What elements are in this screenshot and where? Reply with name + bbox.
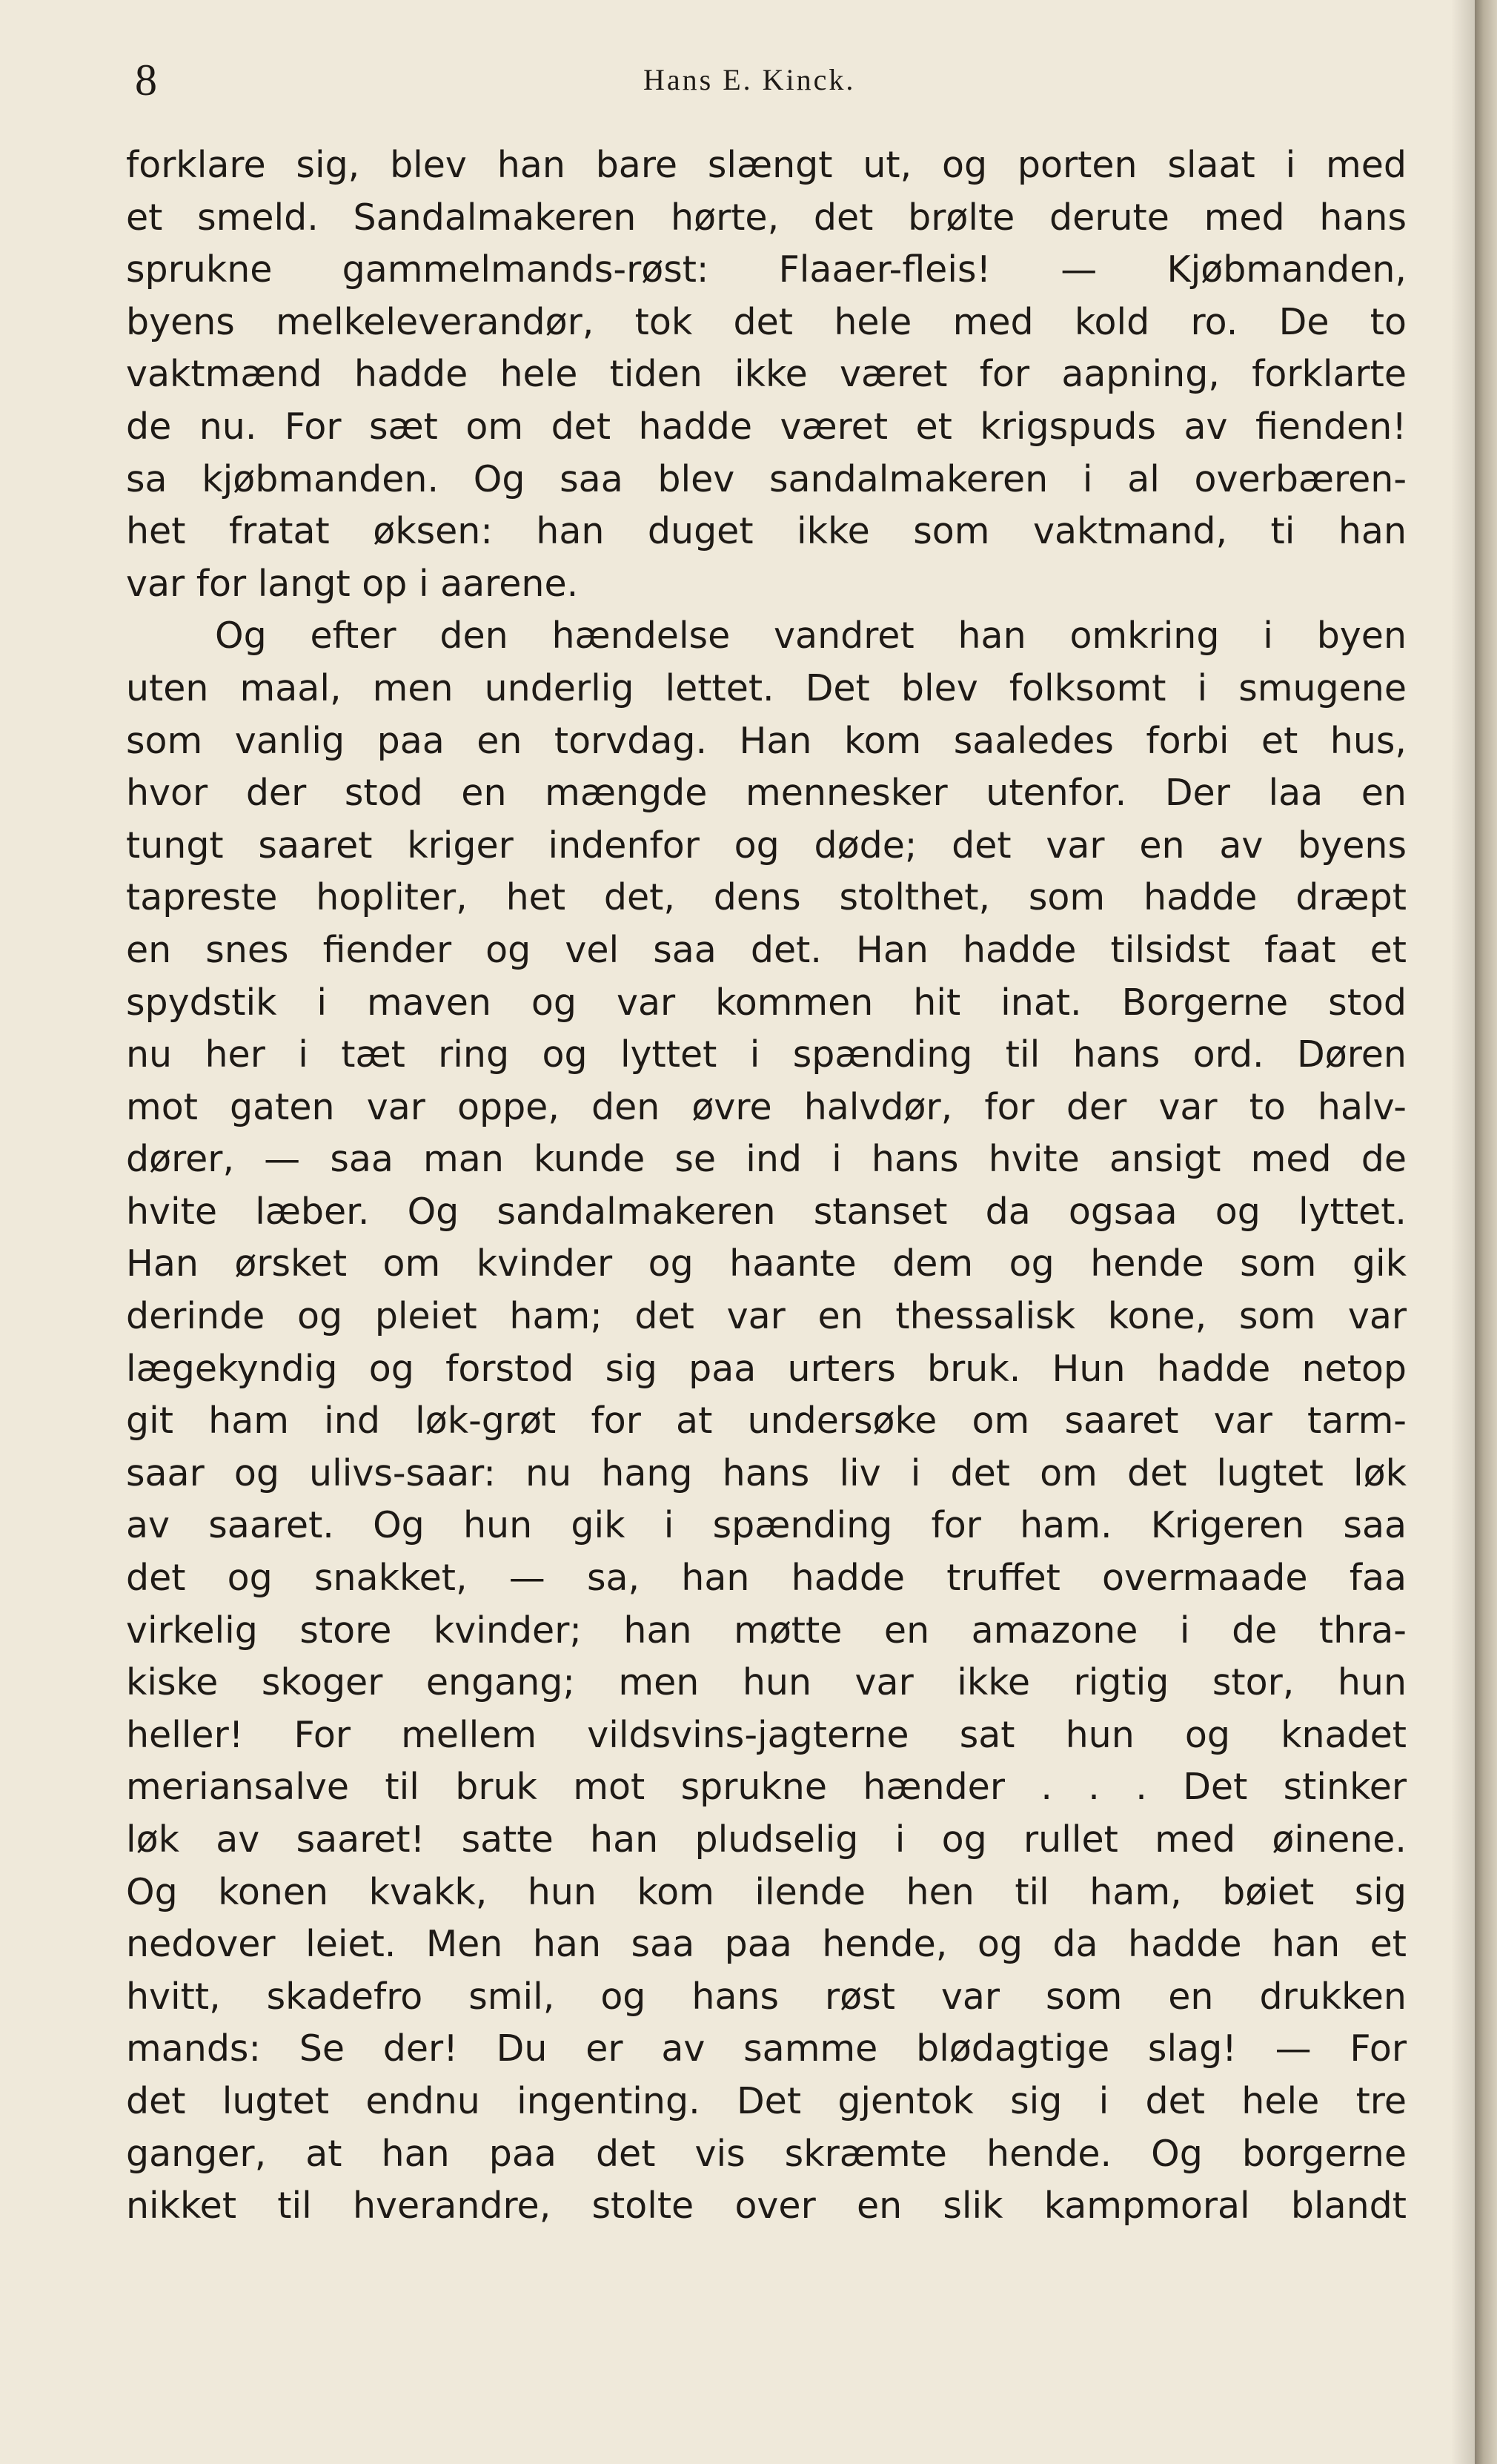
text-line: hvitt, skadefro smil, og hans røst var som en drukken <box>126 1975 1407 2018</box>
text-line: meriansalve til bruk mot sprukne hænder . . . Det stinker <box>126 1766 1407 1809</box>
text-line: nedover leiet. Men han saa paa hende, og da hadde han et <box>126 1923 1407 1966</box>
text-line: saar og ulivs-saar: nu hang hans liv i det om det lugtet løk <box>126 1451 1407 1494</box>
text-line: lægekyndig og forstod sig paa urters bruk. Hun hadde netop <box>126 1347 1407 1390</box>
text-line: heller! For mellem vildsvins-jagterne sat hun og knadet <box>126 1713 1407 1756</box>
text-line: som vanlig paa en torvdag. Han kom saaledes forbi et hus, <box>126 719 1407 762</box>
text-line: mands: Se der! Du er av samme blødagtige slag! — For <box>126 2027 1407 2070</box>
body-text <box>126 139 1407 2233</box>
paragraph <box>126 610 1407 2232</box>
page-header <box>0 50 1475 110</box>
text-line: nu her i tæt ring og lyttet i spænding til hans ord. Døren <box>126 1033 1407 1076</box>
text-line: tungt saaret kriger indenfor og døde; det var en av byens <box>126 824 1407 867</box>
page-edge <box>1475 0 1497 2464</box>
text-line: hvor der stod en mængde mennesker utenfor. Der laa en <box>126 772 1407 815</box>
text-line: Han ørsket om kvinder og haante dem og hende som gik <box>126 1242 1407 1285</box>
text-line: kiske skoger engang; men hun var ikke rigtig stor, hun <box>126 1661 1407 1704</box>
text-line: nikket til hverandre, stolte over en slik kampmoral blandt <box>126 2185 1407 2228</box>
text-line: sa kjøbmanden. Og saa blev sandalmakeren i al overbæren- <box>126 457 1407 500</box>
page-number: 8 <box>135 56 157 105</box>
text-line: forklare sig, blev han bare slængt ut, og porten slaat i med <box>126 144 1407 186</box>
text-line: derinde og pleiet ham; det var en thessalisk kone, som var <box>126 1295 1407 1338</box>
paragraph <box>126 139 1407 610</box>
running-head: Hans E. Kinck. <box>643 63 856 96</box>
text-line: et smeld. Sandalmakeren hørte, det brølte derute med hans <box>126 196 1407 239</box>
text-line: en snes fiender og vel saa det. Han hadde tilsidst faat et <box>126 928 1407 971</box>
text-line: løk av saaret! satte han pludselig i og rullet med øinene. <box>126 1818 1407 1861</box>
text-line: byens melkeleverandør, tok det hele med kold ro. De to <box>126 300 1407 343</box>
text-line: vaktmænd hadde hele tiden ikke været for aapning, forklarte <box>126 353 1407 396</box>
text-line: spydstik i maven og var kommen hit inat. Borgerne stod <box>126 981 1407 1024</box>
text-line: ganger, at han paa det vis skræmte hende. Og borgerne <box>126 2132 1407 2175</box>
text-line: dører, — saa man kunde se ind i hans hvite ansigt med de <box>126 1138 1407 1181</box>
text-line: Og konen kvakk, hun kom ilende hen til ham, bøiet sig <box>126 1870 1407 1913</box>
text-line: det lugtet endnu ingenting. Det gjentok sig i det hele tre <box>126 2079 1407 2122</box>
text-line: git ham ind løk-grøt for at undersøke om saaret var tarm- <box>126 1400 1407 1443</box>
text-line: de nu. For sæt om det hadde været et krigspuds av fienden! <box>126 405 1407 448</box>
text-line: av saaret. Og hun gik i spænding for ham. Krigeren saa <box>126 1504 1407 1547</box>
text-line: var for langt op i aarene. <box>126 562 579 605</box>
gutter-shadow <box>1451 0 1475 2464</box>
text-line: uten maal, men underlig lettet. Det blev folksomt i smugene <box>126 666 1407 709</box>
text-line: hvite læber. Og sandalmakeren stanset da ogsaa og lyttet. <box>126 1190 1407 1233</box>
text-line: sprukne gammelmands-røst: Flaaer-fleis! — Kjøbmanden, <box>126 248 1407 291</box>
text-line: det og snakket, — sa, han hadde truffet overmaade faa <box>126 1557 1407 1600</box>
text-line: virkelig store kvinder; han møtte en amazone i de thra- <box>126 1609 1407 1652</box>
text-line: mot gaten var oppe, den øvre halvdør, for der var to halv- <box>126 1085 1407 1128</box>
text-line: het fratat øksen: han duget ikke som vaktmand, ti han <box>126 510 1407 553</box>
text-line: tapreste hopliter, het det, dens stolthet, som hadde dræpt <box>126 876 1407 919</box>
text-line: Og efter den hændelse vandret han omkring i byen <box>215 615 1407 658</box>
